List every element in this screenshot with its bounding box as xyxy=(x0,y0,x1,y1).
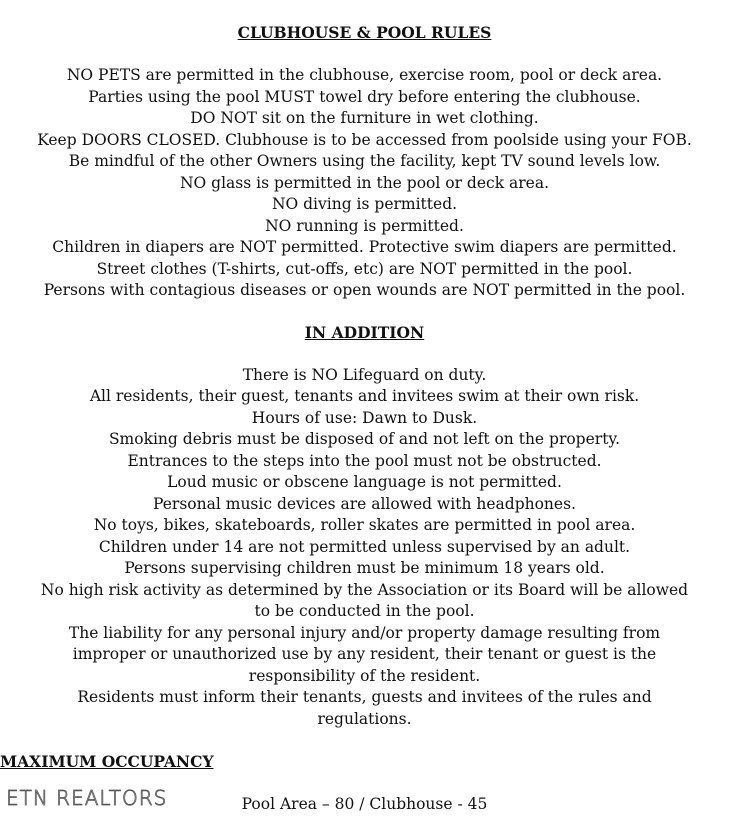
rule-item: NO diving is permitted. xyxy=(271,195,458,213)
rule-item: Children in diapers are NOT permitted. Protective swim diapers are permitted. xyxy=(52,238,677,256)
rule-item: NO running is permitted. xyxy=(265,216,464,235)
max-occupancy-text: Pool Area – 80 / Clubhouse - 45 xyxy=(241,795,488,813)
clubhouse-rules-list xyxy=(0,65,729,302)
rule-item: Smoking debris must be disposed of and not left on the property. xyxy=(108,430,621,448)
max-occupancy-section xyxy=(0,751,729,772)
additional-rules-list xyxy=(0,365,729,731)
rule-item: Hours of use: Dawn to Dusk. xyxy=(251,408,478,427)
rule-item: The liability for any personal injury and/or property damage resulting from improper or unauthorized use by any resident, their tenant or guest is the responsibility of the resident. xyxy=(68,623,661,685)
rule-item: Persons supervising children must be minimum 18 years old. xyxy=(124,559,605,577)
in-addition-heading: IN ADDITION xyxy=(304,322,425,342)
rule-item: NO glass is permitted in the pool or deck area. xyxy=(179,173,550,192)
rule-item: Children under 14 are not permitted unless supervised by an adult. xyxy=(98,537,631,556)
realtor-watermark-logo: ETN REALTORS xyxy=(6,786,168,810)
rule-item: Entrances to the steps into the pool must not be obstructed. xyxy=(127,451,602,470)
rule-item: DO NOT sit on the furniture in wet clothing. xyxy=(190,109,539,127)
rule-item: Be mindful of the other Owners using the facility, kept TV sound levels low. xyxy=(68,152,661,170)
max-occupancy-heading: MAXIMUM OCCUPANCY xyxy=(0,752,214,771)
rule-item: Street clothes (T-shirts, cut-offs, etc) are NOT permitted in the pool. xyxy=(96,259,633,278)
rule-item: Personal music devices are allowed with headphones. xyxy=(153,494,576,513)
rule-item: No high risk activity as determined by the Association or its Board will be allowed to be conducted in the pool. xyxy=(40,580,689,620)
rule-item: Residents must inform their tenants, guests and invitees of the rules and regulations. xyxy=(77,688,652,728)
rule-item: All residents, their guest, tenants and invitees swim at their own risk. xyxy=(89,387,640,405)
rule-item: No toys, bikes, skateboards, roller skates are permitted in pool area. xyxy=(93,516,636,534)
rule-item: Keep DOORS CLOSED. Clubhouse is to be accessed from poolside using your FOB. xyxy=(37,130,692,149)
clubhouse-pool-rules-heading: CLUBHOUSE & POOL RULES xyxy=(237,23,492,42)
rules-document xyxy=(0,22,729,730)
rule-item: Loud music or obscene language is not permitted. xyxy=(167,473,562,491)
rule-item: There is NO Lifeguard on duty. xyxy=(242,365,487,384)
rule-item: Parties using the pool MUST towel dry before entering the clubhouse. xyxy=(88,87,641,106)
rule-item: Persons with contagious diseases or open wounds are NOT permitted in the pool. xyxy=(43,281,686,299)
rule-item: NO PETS are permitted in the clubhouse, exercise room, pool or deck area. xyxy=(66,66,663,84)
